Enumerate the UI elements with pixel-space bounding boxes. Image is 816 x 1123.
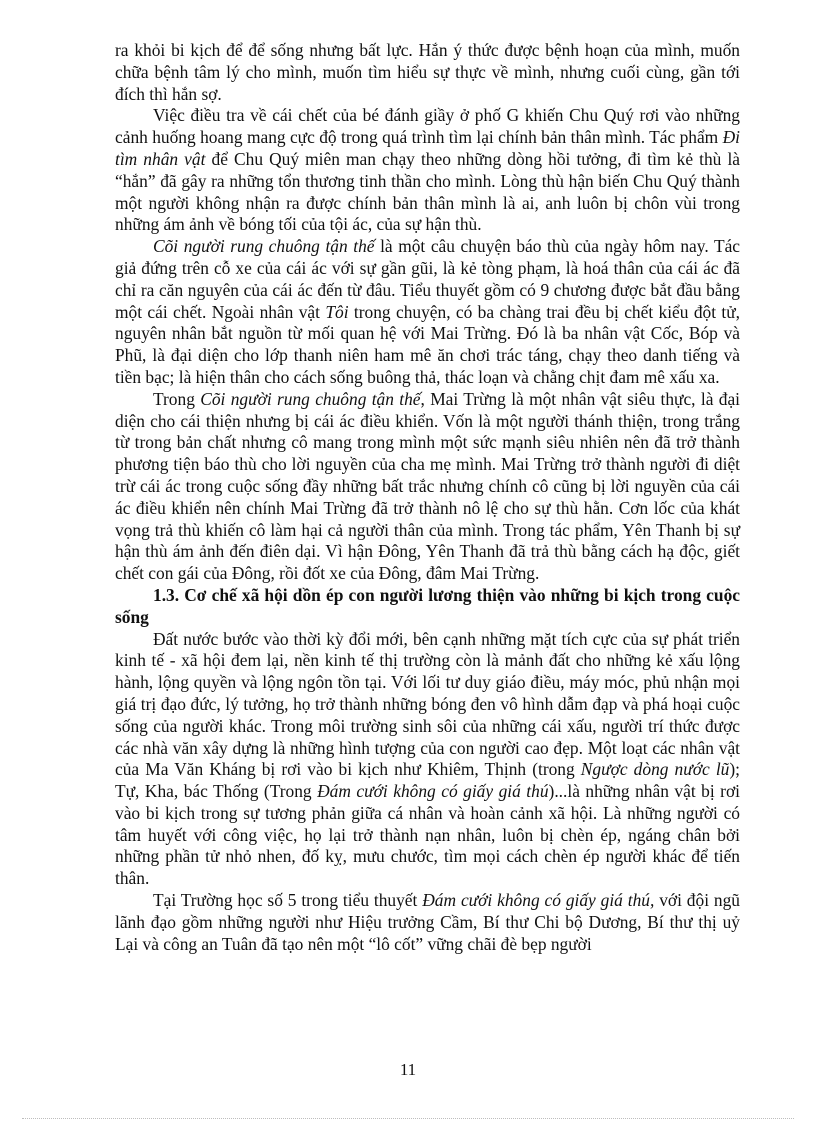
body-paragraph — [115, 890, 740, 955]
text-segment: ra khỏi bi kịch để để sống nhưng bất lực. Hắn ý thức được bệnh hoạn của mình, muốn chữa bệnh tâm lý cho mình, muốn tìm hiểu sự thực về mình, nhưng cuối cùng, gần tới đích thì hắn sợ. — [115, 40, 740, 104]
body-paragraph — [115, 236, 740, 389]
text-segment: Việc điều tra về cái chết của bé đánh giầy ở phố G khiến Chu Quý rơi vào những cảnh huống hoang mang cực độ trong quá trình tìm lại chính bản thân mình. Tác phẩm — [115, 105, 740, 148]
italic-title-text: Đám cưới không có giấy giá thú, — [422, 890, 655, 911]
text-segment: , Mai Trừng là một nhân vật siêu thực, là đại diện cho cái thiện nhưng bị cái ác điều khiển. Vốn là một người thánh thiện, trong trắng từ trong bản chất nhưng cô mang trong mình một sức mạnh siêu nhiên nên đã trở thành phương tiện báo thù cho lời nguyền của cha mẹ mình. Mai Trừng trở thành người đi diệt trừ cái ác trong cuộc sống đầy những bất trắc nhưng chính cô cũng bị lời nguyền của cái ác điều khiển nên chính Mai Trừng đã trở thành nô lệ cho sự thù hằn. Cơn lốc của khát vọng trả thù khiến cô làm hại cả người thân của mình. Trong tác phẩm, Yên Thanh bị sự hận thù ám ảnh đến điên dại. Vì hận Đông, Yên Thanh đã trả thù bằng cách hạ độc, giết chết con gái của Đông, rồi đốt xe của Đông, đâm Mai Trừng. — [115, 388, 740, 584]
body-paragraph — [115, 105, 740, 236]
text-segment: là một câu chuyện báo thù của ngày hôm nay. Tác giả đứng trên cỗ xe của cái ác với sự gần gũi, là kẻ tòng phạm, là hoá thân của cái ác đã chỉ ra căn nguyên của cái ác đến từ đâu. Tiểu thuyết gồm có 9 chương được bắt đầu bằng một cái chết. Ngoài nhân vật — [115, 236, 741, 322]
text-segment: Trong — [153, 388, 201, 409]
body-paragraph — [115, 40, 740, 105]
text-segment: ); Tự, Kha, bác Thống (Trong — [115, 759, 740, 802]
text-segment: 1.3. Cơ chế xã hội dồn ép con người lương thiện vào những bi kịch trong cuộc sống — [115, 584, 740, 627]
italic-title-text: Cõi người rung chuông tận thế — [153, 236, 375, 257]
body-paragraph — [115, 629, 740, 891]
italic-title-text: Cõi người rung chuông tận thế — [200, 388, 421, 409]
page-bottom-divider — [22, 1118, 794, 1119]
section-heading — [115, 585, 740, 629]
italic-title-text: Đám cưới không có giấy giá thú — [317, 781, 549, 802]
italic-title-text: Đi tìm nhân vật — [115, 127, 740, 169]
text-segment: với đội ngũ lãnh đạo gồm những người như Hiệu trưởng Cầm, Bí thư Chi bộ Dương, Bí thư thị uỷ Lại và công an Tuân đã tạo nên một “lô cốt” vững chãi đè bẹp người — [115, 890, 740, 954]
document-body — [115, 40, 740, 955]
text-segment: )...là những nhân vật bị rơi vào bi kịch trong sự tương phản giữa cá nhân và hoàn cảnh xã hội. Là những người có tâm huyết với công việc, họ lại trở thành nạn nhân, luôn bị chèn ép, ngáng chân bởi những phần tử nhỏ nhen, đố kỵ, mưu chước, tìm mọi cách chèn ép người khác để tiến thân. — [115, 781, 740, 889]
text-segment: để Chu Quý miên man chạy theo những dòng hồi tưởng, đi tìm kẻ thù là “hắn” đã gây ra những tổn thương tinh thần cho mình. Lòng thù hận biến Chu Quý thành một người không nhận ra được chính bản thân mình là ai, anh luôn bị chôn vùi trong những ám ảnh về bóng tối của tội ác, của sự hận thù. — [115, 148, 740, 235]
italic-title-text: Tôi — [325, 301, 349, 322]
body-paragraph — [115, 389, 740, 585]
text-segment: Đất nước bước vào thời kỳ đổi mới, bên cạnh những mặt tích cực của sự phát triển kinh tế - xã hội đem lại, nền kinh tế thị trường còn là mảnh đất cho những kẻ xấu lộng hành, lộng quyền và lộng ngôn tồn tại. Với lối tư duy giáo điều, máy móc, phủ nhận mọi giá trị đạo đức, lý tưởng, họ trở thành những bóng đen vô hình dẫm đạp và phá hoại cuộc sống của người khác. Trong môi trường sinh sôi của những cái xấu, người trí thức được các nhà văn xây dựng là những hình tượng của con người cao đẹp. Một loạt các nhân vật của Ma Văn Kháng bị rơi vào bi kịch như Khiêm, Thịnh (trong — [115, 628, 740, 780]
page-number: 11 — [399, 1060, 417, 1079]
text-segment: trong chuyện, có ba chàng trai đều bị chết kiểu đột tử, nguyên nhân bắt nguồn từ mối quan hệ với Mai Trừng. Đó là ba nhân vật Cốc, Bóp và Phũ, là đại diện cho lớp thanh niên ham mê ăn chơi trác táng, chạy theo danh tiếng và tiền bạc; là hiện thân cho cách sống buông thả, thác loạn và chằng chịt đam mê xấu xa. — [115, 301, 741, 387]
text-segment: Tại Trường học số 5 trong tiểu thuyết — [153, 890, 423, 911]
italic-title-text: Ngược dòng nước lũ — [580, 759, 730, 780]
